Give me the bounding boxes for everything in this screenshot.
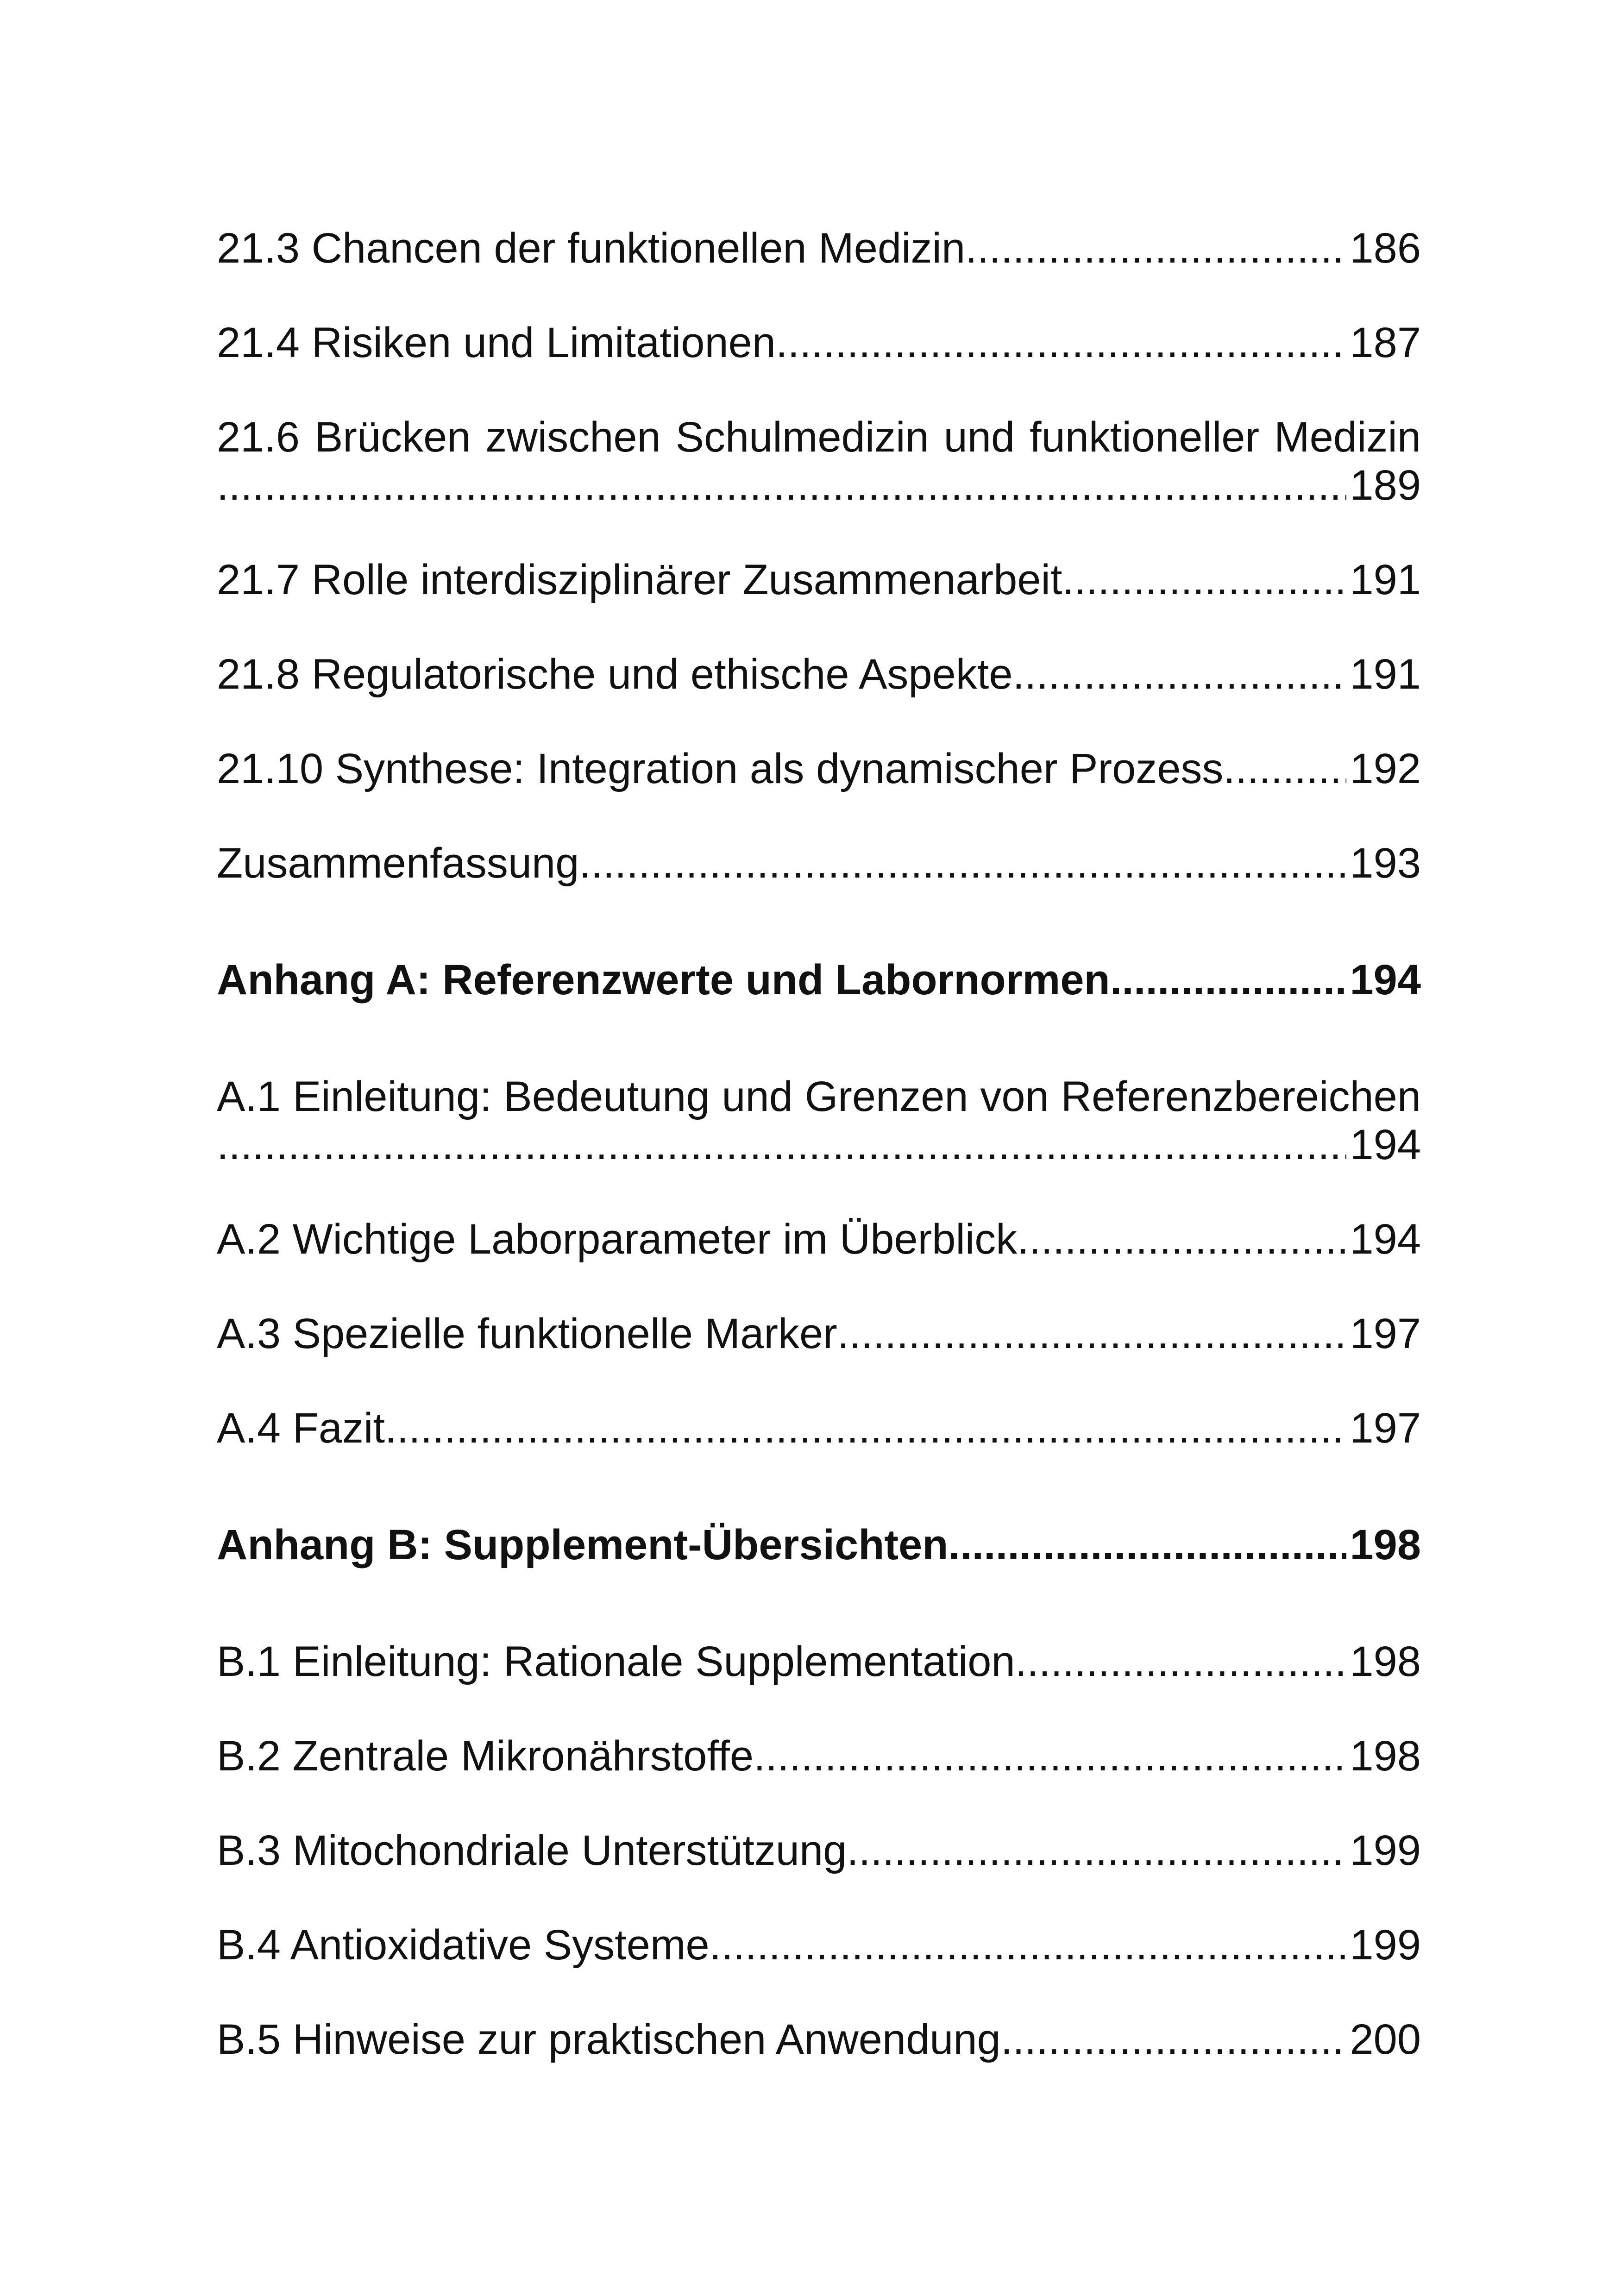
toc-entry-label: B.3 Mitochondriale Unterstützung bbox=[217, 1827, 847, 1874]
toc-entry-21-7[interactable] bbox=[217, 556, 1421, 604]
toc-entry-label: B.2 Zentrale Mikronährstoffe bbox=[217, 1732, 754, 1780]
dot-leader bbox=[1015, 1637, 1346, 1686]
toc-page-number: 198 bbox=[1350, 1732, 1421, 1780]
toc-entry-label: A.2 Wichtige Laborparameter im Überblick bbox=[217, 1216, 1018, 1263]
toc-entry-label: 21.6 Brücken zwischen Schulmedizin und funktioneller Medizin bbox=[217, 414, 1421, 461]
dot-leader bbox=[776, 319, 1346, 367]
toc-entry-21-6[interactable] bbox=[217, 413, 1421, 509]
dot-leader bbox=[385, 1404, 1346, 1452]
dot-leader bbox=[217, 1121, 1346, 1169]
toc-page-number: 187 bbox=[1350, 319, 1421, 366]
dot-leader bbox=[1001, 2015, 1346, 2064]
toc-entry-label: 21.8 Regulatorische und ethische Aspekte bbox=[217, 651, 1013, 698]
toc-entry-a-1[interactable] bbox=[217, 1073, 1421, 1169]
toc-entry-b-5[interactable] bbox=[217, 2015, 1421, 2064]
toc-page-number: 197 bbox=[1350, 1310, 1421, 1357]
toc-entry-label: B.1 Einleitung: Rationale Supplementation bbox=[217, 1638, 1015, 1685]
dot-leader bbox=[1062, 556, 1346, 604]
toc-page-number: 191 bbox=[1350, 556, 1421, 603]
toc-page-number: 194 bbox=[1350, 956, 1421, 1004]
dot-leader bbox=[1110, 956, 1346, 1004]
dot-leader bbox=[965, 224, 1346, 272]
toc-page-number: 198 bbox=[1350, 1521, 1421, 1568]
toc-entry-label: 21.7 Rolle interdisziplinärer Zusammenarbeit bbox=[217, 556, 1062, 603]
toc-entry-21-8[interactable] bbox=[217, 650, 1421, 698]
toc-section-label: Anhang A: Referenzwerte und Labornormen bbox=[217, 956, 1110, 1004]
dot-leader bbox=[710, 1921, 1346, 1969]
toc-page-number: 199 bbox=[1350, 1921, 1421, 1969]
toc-entry-a-2[interactable] bbox=[217, 1215, 1421, 1263]
toc-page-number: 191 bbox=[1350, 651, 1421, 698]
toc-entry-21-3[interactable] bbox=[217, 224, 1421, 272]
toc-entry-label: 21.4 Risiken und Limitationen bbox=[217, 319, 776, 366]
toc-section-anhang-b[interactable] bbox=[217, 1521, 1421, 1569]
toc-page-number: 193 bbox=[1350, 840, 1421, 887]
dot-leader bbox=[754, 1732, 1346, 1780]
toc-entry-label: B.4 Antioxidative Systeme bbox=[217, 1921, 710, 1969]
toc-page-number: 186 bbox=[1350, 225, 1421, 272]
toc-entry-a-3[interactable] bbox=[217, 1310, 1421, 1358]
toc-page-number: 199 bbox=[1350, 1827, 1421, 1874]
toc-entry-label: Zusammenfassung bbox=[217, 840, 579, 887]
toc-page-number: 194 bbox=[1350, 1121, 1421, 1168]
dot-leader bbox=[1017, 1215, 1346, 1263]
toc-entry-b-2[interactable] bbox=[217, 1732, 1421, 1780]
toc-page-number: 200 bbox=[1350, 2016, 1421, 2063]
toc-entry-zusammenfassung[interactable] bbox=[217, 839, 1421, 887]
dot-leader bbox=[217, 461, 1346, 509]
dot-leader bbox=[1223, 745, 1346, 793]
toc-entry-21-10[interactable] bbox=[217, 745, 1421, 793]
toc-page-number: 197 bbox=[1350, 1405, 1421, 1452]
dot-leader bbox=[1013, 650, 1346, 698]
toc-page-number: 198 bbox=[1350, 1638, 1421, 1685]
toc-section-anhang-a[interactable] bbox=[217, 956, 1421, 1004]
toc-page-number: 194 bbox=[1350, 1216, 1421, 1263]
toc-entry-b-1[interactable] bbox=[217, 1637, 1421, 1686]
dot-leader bbox=[948, 1521, 1346, 1569]
toc-entry-21-4[interactable] bbox=[217, 319, 1421, 367]
toc-entry-a-4[interactable] bbox=[217, 1404, 1421, 1452]
toc-section-label: Anhang B: Supplement-Übersichten bbox=[217, 1521, 949, 1568]
dot-leader bbox=[837, 1310, 1346, 1358]
toc-entry-b-3[interactable] bbox=[217, 1826, 1421, 1875]
toc-page-number: 189 bbox=[1350, 462, 1421, 509]
toc-entry-b-4[interactable] bbox=[217, 1921, 1421, 1969]
toc-entry-label: B.5 Hinweise zur praktischen Anwendung bbox=[217, 2016, 1001, 2063]
dot-leader bbox=[847, 1826, 1346, 1875]
toc-entry-label: A.4 Fazit bbox=[217, 1405, 385, 1452]
toc-entry-label: A.1 Einleitung: Bedeutung und Grenzen von Referenzbereichen bbox=[217, 1073, 1421, 1120]
toc-entry-label: 21.10 Synthese: Integration als dynamischer Prozess bbox=[217, 745, 1224, 792]
toc-entry-label: 21.3 Chancen der funktionellen Medizin bbox=[217, 225, 966, 272]
dot-leader bbox=[579, 839, 1346, 887]
toc-entry-label: A.3 Spezielle funktionelle Marker bbox=[217, 1310, 837, 1357]
toc-page-number: 192 bbox=[1350, 745, 1421, 792]
